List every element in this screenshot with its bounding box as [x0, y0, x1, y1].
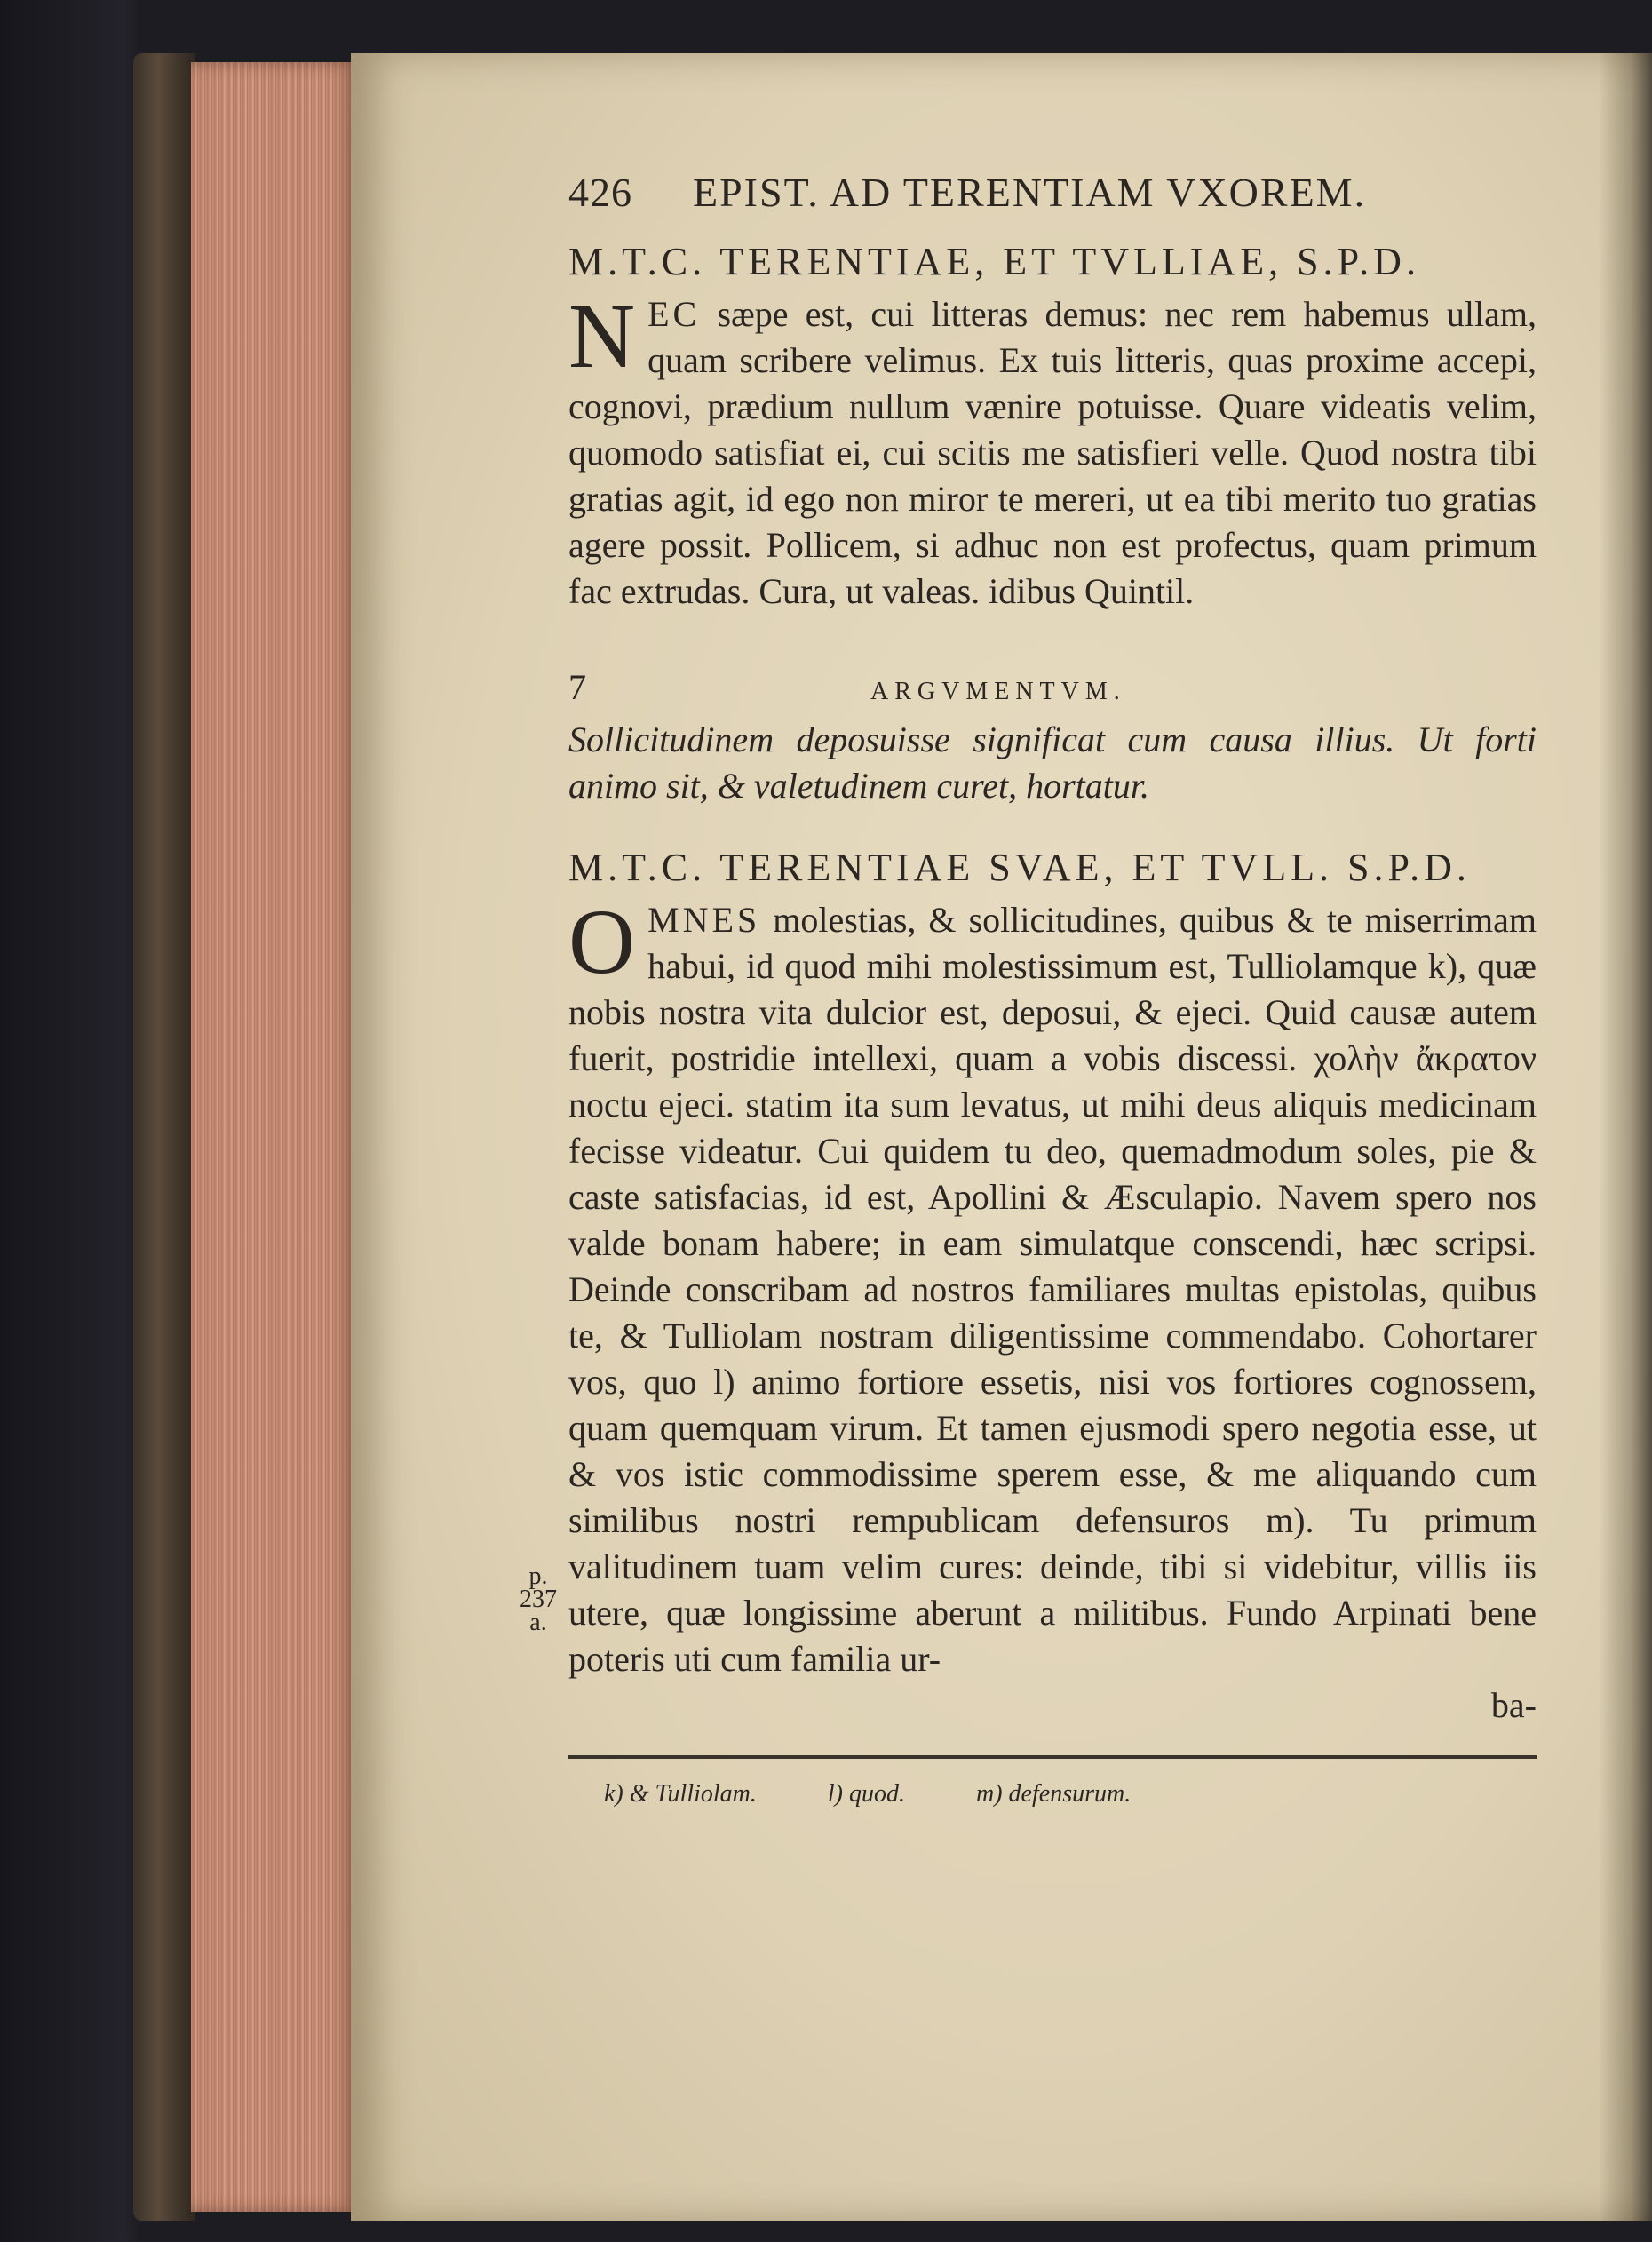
- book-cover-edge: [133, 53, 195, 2221]
- drop-cap: O: [568, 891, 636, 993]
- footnote: l) quod.: [827, 1780, 906, 1808]
- letter-text: molestias, & sollicitudines, quibus & te miserrimam habui, id quod mihi molestissimum est, Tulliolamque k), quæ nobis nostra vita dulcior est, deposui, & ejeci. Quid causæ autem fuerit, postridie intellexi, quam a vobis discessi. χολὴν ἄκρατον noctu ejeci. statim ita sum levatus, ut mihi deus aliquis medicinam fecisse videatur. Cui quidem tu deo, quemadmodum soles, pie & caste satisfacias, id est, Apollini & Æsculapio. Navem spero nos valde bonam habere; in eam simulatque conscendi, hæc scripsi. Deinde conscribam ad nostros familiares multas epistolas, quibus te, & Tulliolam nostram diligentissime commendabo. Cohortarer vos, quo l) animo fortiore essetis, nisi vos fortiores cognossem, quam quemquam virum. Et tamen ejusmodi spero negotia esse, ut & vos istic commodissime sperem esse, & me aliquando cum similibus nostri rempublicam defensuros m). Tu primum valitudinem tuam velim cures: deinde, tibi si videbitur, villis iis utere, quæ longissime aberunt a militibus. Fundo Arpinati bene poteris uti cum familia ur-: [568, 900, 1537, 1679]
- letter-text: sæpe est, cui litteras demus: nec rem habemus ullam, quam scribere velimus. Ex tuis litteris, quas proxime accepi, cognovi, prædium nullum vænire potuisse. Quare videatis velim, quomodo satisfiat ei, cui scitis me satisfieri velle. Quod nostra tibi gratias agit, id ego non miror te mereri, ut ea tibi merito tuo gratias agere possit. Pollicem, si adhuc non est profectus, quam primum fac extrudas. Cura, ut valeas. idibus Quintil.: [568, 294, 1537, 611]
- footnote: k) & Tulliolam.: [604, 1780, 757, 1808]
- argument-header: [568, 666, 1537, 708]
- running-head: [568, 169, 1537, 216]
- margin-ref-line: p.: [528, 1562, 548, 1590]
- footnote-rule: [568, 1755, 1537, 1759]
- letter-body: [568, 285, 1537, 615]
- margin-ref-line: 237: [520, 1586, 557, 1613]
- page-edges: [191, 62, 360, 2212]
- margin-ref-line: a.: [529, 1609, 547, 1636]
- footnote: m) defensurum.: [976, 1780, 1132, 1808]
- page-text: [568, 169, 1537, 1809]
- footnotes: [568, 1780, 1537, 1809]
- margin-reference: [520, 1562, 557, 1636]
- catchword: ba-: [1490, 1685, 1537, 1725]
- lead-word: MNES: [647, 900, 761, 940]
- drop-cap: N: [568, 285, 636, 387]
- argument-label: ARGVMENTVM.: [870, 678, 1126, 705]
- page-number: 426: [568, 170, 632, 215]
- gutter-shadow: [1599, 53, 1652, 2221]
- letter-heading: M.T.C. TERENTIAE, ET TVLLIAE, S.P.D.: [568, 240, 1420, 283]
- argument-text: Sollicitudinem deposuisse significat cum causa illius. Ut forti animo sit, & valetudinem curet, hortatur.: [568, 720, 1537, 806]
- running-title: EPIST. AD TERENTIAM VXOREM.: [693, 170, 1367, 215]
- lead-word: EC: [647, 294, 701, 334]
- letter-heading: M.T.C. TERENTIAE SVAE, ET TVLL. S.P.D.: [568, 846, 1471, 889]
- letter-number: 7: [568, 667, 586, 707]
- letter-body: [568, 891, 1537, 1682]
